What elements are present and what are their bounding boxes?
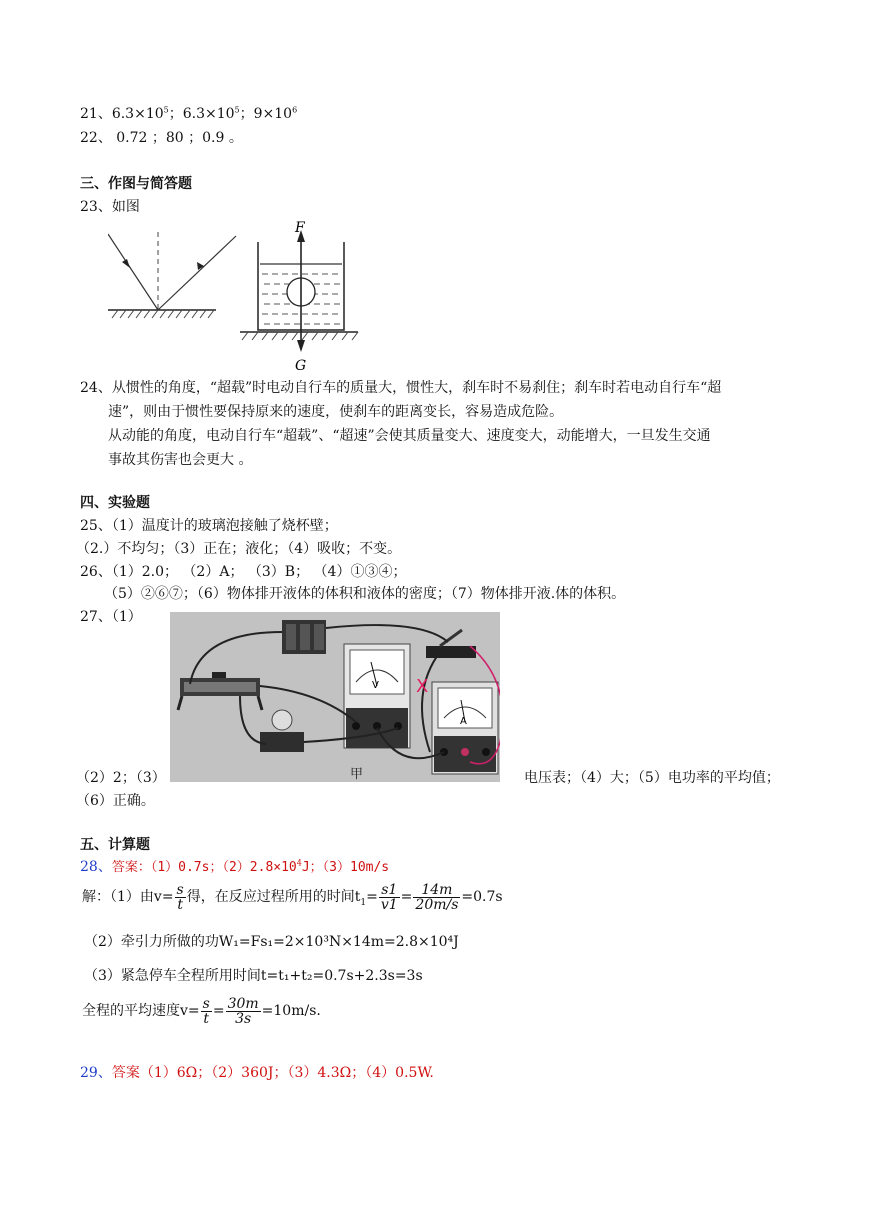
- answer-27-line-2b: 电压表；（4）大；（5）电功率的平均值；: [524, 770, 780, 786]
- section-3-heading: 三、作图与简答题: [80, 176, 192, 192]
- sol1-frac1-num: s: [176, 881, 184, 898]
- answer-21: [80, 104, 297, 124]
- answer-29: [80, 1063, 434, 1083]
- answer-27-line-1: 27、（1）: [80, 609, 142, 625]
- sol1-frac1-den: t: [177, 896, 183, 913]
- sol1-text-e: =0.7s: [461, 889, 503, 905]
- q28-answer-b: J；（3）10m/s: [301, 860, 390, 875]
- force-f-label: F: [295, 220, 305, 236]
- mirror-hatching: [112, 310, 214, 318]
- q21-value-1: 6.3×10: [111, 106, 164, 122]
- reflected-ray: [158, 236, 236, 310]
- red-cross-mark: X: [416, 676, 429, 697]
- circuit-photo: [170, 612, 500, 782]
- q21-value-3: ；9×10: [239, 106, 293, 122]
- ground-hatching: [242, 332, 358, 340]
- sol1-fraction-2: [379, 883, 400, 912]
- sol4-text-c: =10m/s.: [261, 1003, 321, 1019]
- sol4-text-a: 全程的平均速度v=: [82, 1003, 200, 1019]
- answer-25-line-2: （2.）不均匀；（3）正在；液化；（4）吸收；不变。: [76, 541, 402, 557]
- force-g-label: G: [295, 358, 307, 374]
- sol4-fraction-1: [201, 997, 212, 1026]
- sol1-fraction-3: [413, 883, 460, 912]
- sol1-text-b: 得，在反应过程所用的时间t: [186, 889, 361, 905]
- answer-27-line-2a: （2）2；（3）: [76, 770, 166, 786]
- q21-exp-1: 5: [163, 105, 169, 115]
- sol1-frac2-num: s1: [379, 883, 400, 898]
- sol1-eq-2: =: [400, 889, 413, 905]
- sol4-frac2-den: 3s: [235, 1010, 252, 1027]
- reflection-diagram: [108, 228, 240, 324]
- q28-answer-a: 答案：（1）0.7s；（2）2.8×10: [111, 860, 297, 875]
- sol1-subscript: 1: [360, 897, 367, 908]
- answer-24-line-2: 速”，则由于惯性要保持原来的速度，使刹车的距离变长，容易造成危险。: [108, 404, 564, 420]
- q28-solution-4: [82, 996, 321, 1026]
- answer-24-line-3: 从动能的角度，电动自行车“超载”、“超速”会使其质量变大、速度变大，动能增大，一旦发生交通: [108, 428, 711, 444]
- answer-24-line-4: 事故其伤害也会更大 。: [108, 452, 253, 468]
- answer-26-line-2: （5）②⑥⑦；（6）物体排开液体的体积和液体的密度；（7）物体排开液.体的体积。: [104, 586, 626, 602]
- q21-exp-2: 5: [234, 105, 240, 115]
- battery: [282, 620, 326, 654]
- buoyancy-diagram: [240, 220, 360, 374]
- section-5-heading: 五、计算题: [80, 837, 150, 853]
- answer-27-line-3: （6）正确。: [76, 793, 155, 809]
- q21-number: 21、: [80, 106, 112, 122]
- sol1-eq-1: =: [366, 889, 378, 905]
- answer-26-line-1: 26、（1）2.0； （2）A； （3）B； （4）①③④；: [80, 564, 407, 580]
- q28-solution-1: [82, 882, 503, 912]
- q21-exp-3: 6: [292, 105, 298, 115]
- q29-number: 29、: [80, 1065, 112, 1081]
- answer-23: 23、如图: [80, 199, 140, 215]
- sol4-fraction-2: [226, 997, 261, 1026]
- section-4-heading: 四、实验题: [80, 495, 150, 511]
- incident-arrow-icon: [122, 259, 130, 268]
- incident-ray: [108, 234, 158, 310]
- q28-number: 28、: [80, 859, 112, 875]
- sol4-frac2-num: 30m: [227, 995, 259, 1012]
- reflected-arrow-icon: [197, 262, 204, 270]
- ammeter-label: A: [460, 716, 467, 727]
- answer-24-line-1: 24、从惯性的角度，“超载”时电动自行车的质量大，惯性大，刹车时不易刹住；刹车时若电动自行车“超: [80, 380, 722, 396]
- answer-25-line-1: 25、（1）温度计的玻璃泡接触了烧杯壁；: [80, 518, 338, 534]
- voltmeter-label: V: [372, 680, 379, 691]
- answer-22: 22、 0.72 ；80 ；0.9 。: [80, 130, 243, 146]
- q28-answer-exp: 4: [296, 858, 302, 868]
- sol1-fraction-1: [175, 883, 186, 912]
- sol1-text-a: 解：（1）由v=: [82, 889, 174, 905]
- q29-answer: 答案（1）6Ω；（2）360J；（3）4.3Ω；（4）0.5W.: [111, 1065, 434, 1081]
- q28-solution-3: （3）紧急停车全程所用时间t=t₁+t₂=0.7s+2.3s=3s: [84, 968, 423, 984]
- sol4-frac1-num: s: [202, 995, 210, 1012]
- voltmeter: [344, 644, 410, 748]
- sol4-frac1-den: t: [203, 1010, 210, 1027]
- photo-caption: 甲: [350, 767, 364, 782]
- force-g-arrow-icon: [297, 340, 305, 352]
- sol1-frac3-num: 14m: [413, 883, 460, 898]
- sol4-eq: =: [212, 1003, 225, 1019]
- sol1-frac3-den: 20m/s: [415, 896, 459, 913]
- circuit-photo-drawing: [170, 612, 500, 782]
- sol1-frac2-den: v1: [380, 896, 398, 913]
- ammeter: [432, 682, 498, 774]
- q21-value-2: ；6.3×10: [168, 106, 235, 122]
- answer-28-summary: [80, 857, 389, 878]
- q28-solution-2: （2）牵引力所做的功W₁=Fs₁=2×10³N×14m=2.8×10⁴J: [84, 934, 459, 950]
